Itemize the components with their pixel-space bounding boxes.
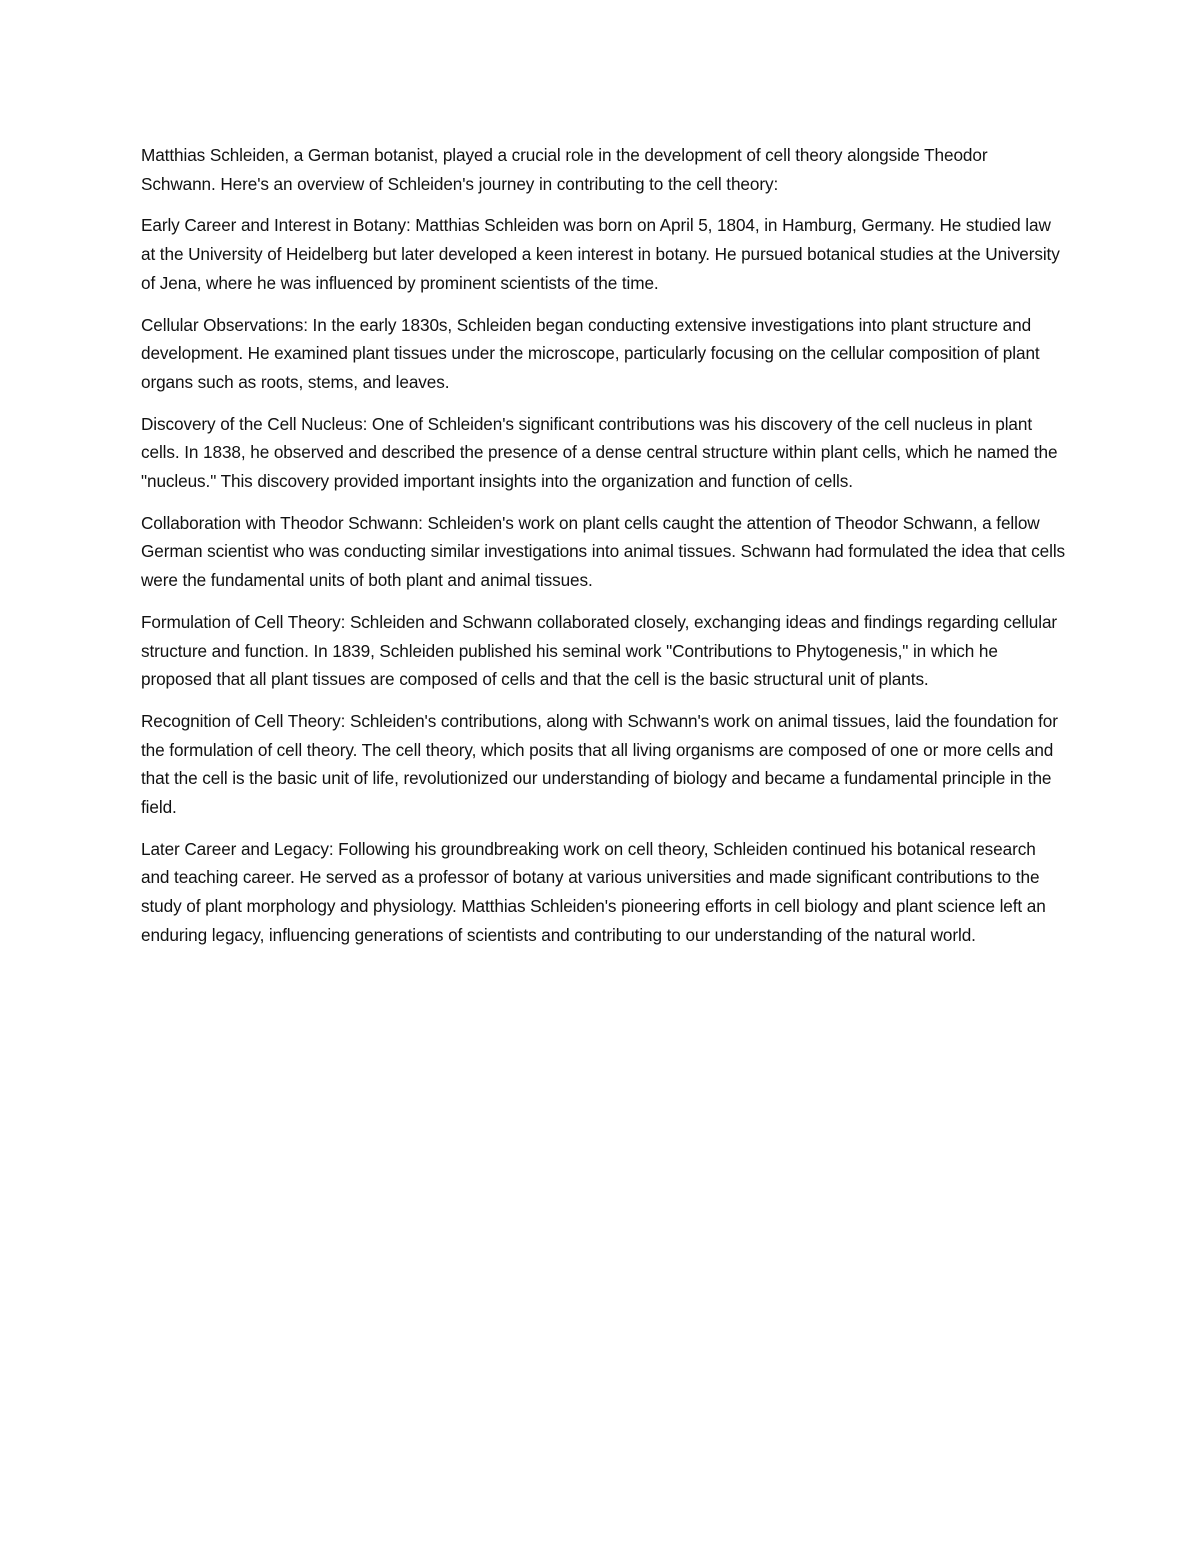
paragraph-formulation: Formulation of Cell Theory: Schleiden and Schwann collaborated closely, exchanging ideas and findings regarding cellular structure and function. In 1839, Schleiden published his seminal work "Contributions to Phytogenesis," in which he proposed that all plant tissues are composed of cells and that the cell is the basic structural unit of plants. bbox=[141, 611, 1058, 690]
paragraph-collaboration: Collaboration with Theodor Schwann: Schleiden's work on plant cells caught the attention of Theodor Schwann, a fellow German scientist who was conducting similar investigations into animal tissues. Schwann had formulated the idea that cells were the fundamental units of both plant and animal tissues. bbox=[141, 512, 1066, 591]
paragraph-intro: Matthias Schleiden, a German botanist, played a crucial role in the development of cell theory alongside Theodor Schwann. Here's an overview of Schleiden's journey in contributing to the cell theory: bbox=[141, 145, 988, 194]
document-page bbox=[141, 141, 1066, 963]
paragraph-early-career: Early Career and Interest in Botany: Matthias Schleiden was born on April 5, 1804, in Hamburg, Germany. He studied law at the University of Heidelberg but later developed a keen interest in botany. He pursued botanical studies at the University of Jena, where he was influenced by prominent scientists of the time. bbox=[141, 215, 1060, 293]
paragraph-cell-nucleus: Discovery of the Cell Nucleus: One of Schleiden's significant contributions was his discovery of the cell nucleus in plant cells. In 1838, he observed and described the presence of a dense central structure within plant cells, which he named the "nucleus." This discovery provided important insights into the organization and function of cells. bbox=[141, 413, 1058, 492]
paragraph-recognition: Recognition of Cell Theory: Schleiden's contributions, along with Schwann's work on animal tissues, laid the foundation for the formulation of cell theory. The cell theory, which posits that all living organisms are composed of one or more cells and that the cell is the basic unit of life, revolutionized our understanding of biology and became a fundamental principle in the field. bbox=[141, 710, 1058, 818]
paragraph-cellular-observations: Cellular Observations: In the early 1830s, Schleiden began conducting extensive investigations into plant structure and development. He examined plant tissues under the microscope, particularly focusing on the cellular composition of plant organs such as roots, stems, and leaves. bbox=[141, 314, 1040, 392]
paragraph-legacy: Later Career and Legacy: Following his groundbreaking work on cell theory, Schleiden continued his botanical research and teaching career. He served as a professor of botany at various universities and made significant contributions to the study of plant morphology and physiology. Matthias Schleiden's pioneering efforts in cell biology and plant science left an enduring legacy, influencing generations of scientists and contributing to our understanding of the natural world. bbox=[141, 838, 1046, 945]
